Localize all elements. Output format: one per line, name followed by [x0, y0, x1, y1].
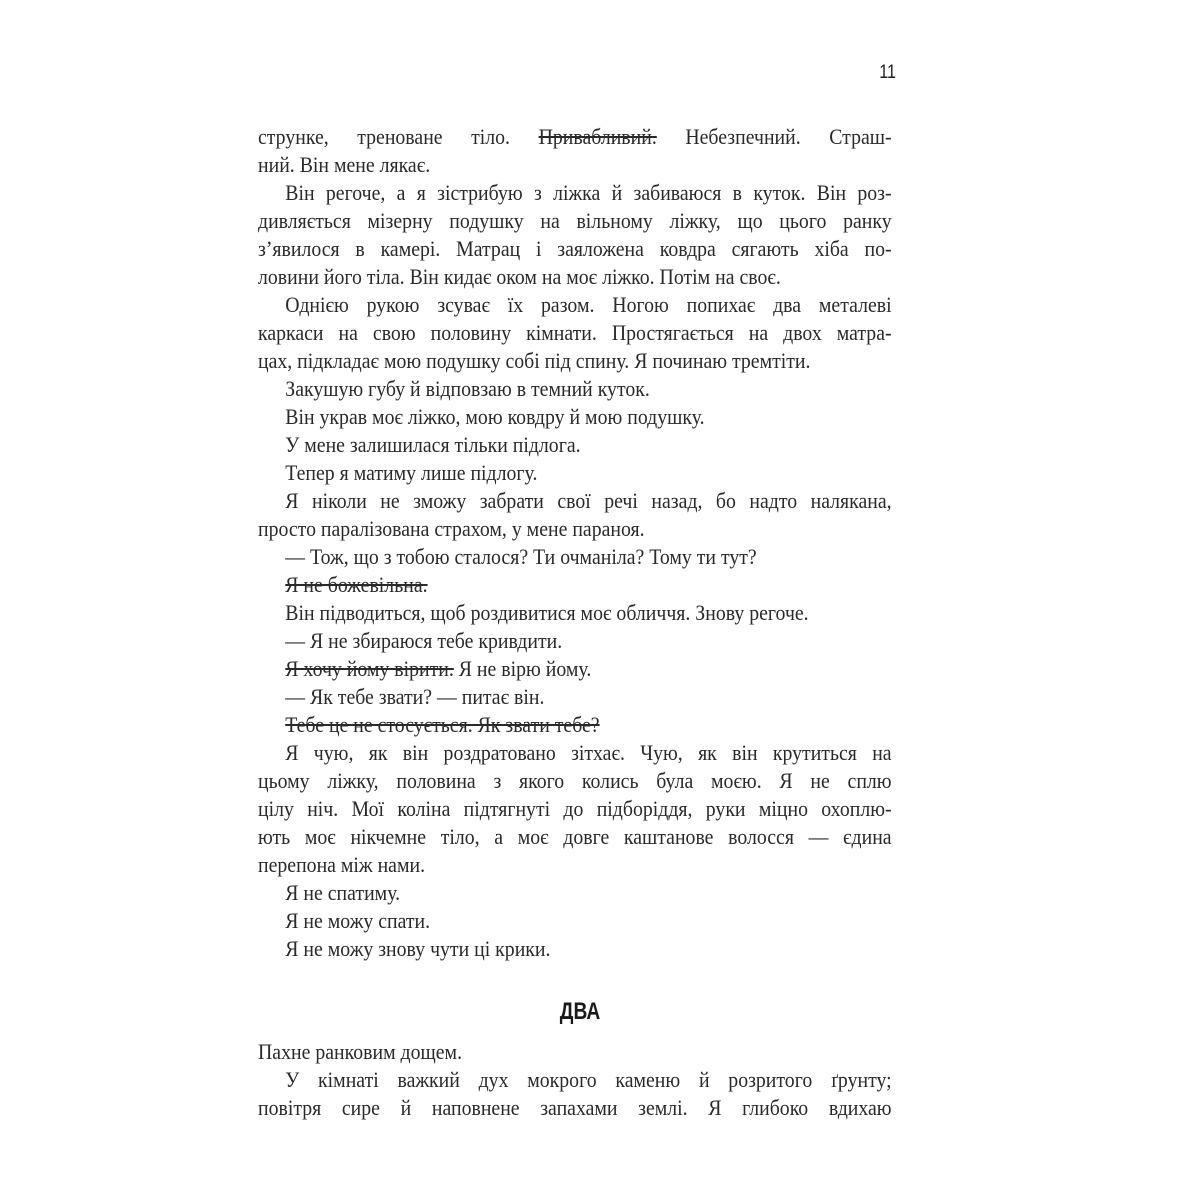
page-number: 11 [879, 62, 896, 83]
text-segment: ний. Він мене лякає. [258, 152, 431, 177]
text-line [258, 543, 892, 571]
text-line [258, 207, 892, 235]
text-line [258, 403, 892, 431]
text-segment: Закушую губу й відповзаю в темний куток. [285, 376, 650, 401]
body-text-section-2 [258, 1038, 892, 1122]
text-line [258, 711, 892, 739]
text-segment: Я не вірю йому. [453, 656, 592, 681]
text-line [258, 655, 892, 683]
text-segment: Однією рукою зсуває їх разом. Ногою попихає два металеві [285, 292, 892, 317]
text-line [258, 375, 892, 403]
text-line [258, 851, 892, 879]
text-line [258, 907, 892, 935]
text-segment: Тепер я матиму лише підлогу. [285, 460, 538, 485]
text-line [258, 347, 892, 375]
text-segment: Небезпечний. Страш- [656, 124, 892, 149]
text-segment: Я не можу знову чути ці крики. [285, 936, 551, 961]
text-line [258, 515, 892, 543]
text-line [258, 291, 892, 319]
text-line [258, 319, 892, 347]
text-line [258, 683, 892, 711]
text-segment: цах, підкладає мою подушку собі під спину. Я починаю тремтіти. [258, 348, 811, 373]
text-segment: Я не можу спати. [285, 908, 431, 933]
text-segment: — Тож, що з тобою сталося? Ти очманіла? Тому ти тут? [285, 544, 757, 569]
text-segment: Пахне ранковим дощем. [258, 1039, 463, 1064]
text-line [258, 179, 892, 207]
text-line [258, 571, 892, 599]
text-segment: Він регоче, а я зістрибую з ліжка й забиваюся в куток. Він роз- [285, 180, 892, 205]
text-segment: Я чую, як він роздратовано зітхає. Чую, як він крутиться на [285, 740, 892, 765]
text-segment: Я не спатиму. [285, 880, 401, 905]
text-segment: Я ніколи не зможу забрати свої речі назад, бо надто налякана, [285, 488, 892, 513]
text-segment: цьому ліжку, половина з якого колись була моєю. Я не сплю [258, 768, 892, 793]
text-line [258, 459, 892, 487]
text-line [258, 1066, 892, 1094]
text-segment: дивляється мізерну подушку на вільному ліжку, що цього ранку [258, 208, 892, 233]
text-segment: ють моє нікчемне тіло, а моє довге каштанове волосся — єдина [258, 824, 892, 849]
text-line [258, 935, 892, 963]
text-segment: просто паралізована страхом, у мене параноя. [258, 516, 645, 541]
text-line [258, 151, 892, 179]
body-text-section-1 [258, 123, 892, 963]
struck-text: Привабливий. [538, 124, 657, 149]
text-line [258, 823, 892, 851]
text-line [258, 1094, 892, 1122]
text-segment: струнке, треноване тіло. [258, 124, 539, 149]
chapter-heading: ДВА [559, 998, 601, 1025]
text-segment: — Як тебе звати? — питає він. [285, 684, 545, 709]
text-line [258, 739, 892, 767]
struck-text: Я не божевільна. [285, 572, 428, 597]
struck-text: Тебе це не стосується. Як звати тебе? [285, 712, 600, 737]
text-segment: — Я не збираюся тебе кривдити. [285, 628, 563, 653]
text-line [258, 767, 892, 795]
text-line [258, 431, 892, 459]
text-segment: каркаси на свою половину кімнати. Простягається на двох матра- [258, 320, 892, 345]
struck-text: Я хочу йому вірити. [285, 656, 454, 681]
text-segment: У кімнаті важкий дух мокрого каменю й розритого ґрунту; [285, 1067, 892, 1092]
text-line [258, 235, 892, 263]
text-line [258, 263, 892, 291]
text-line [258, 599, 892, 627]
text-segment: ловини його тіла. Він кидає оком на моє ліжко. Потім на своє. [258, 264, 781, 289]
text-segment: перепона між нами. [258, 852, 426, 877]
text-line [258, 627, 892, 655]
text-line [258, 795, 892, 823]
text-line [258, 487, 892, 515]
text-segment: повітря сире й наповнене запахами землі. Я глибоко вдихаю [258, 1095, 892, 1120]
text-segment: У мене залишилася тільки підлога. [285, 432, 581, 457]
text-segment: цілу ніч. Мої коліна підтягнуті до підборіддя, руки міцно охоплю- [258, 796, 892, 821]
text-segment: Він украв моє ліжко, мою ковдру й мою подушку. [285, 404, 705, 429]
text-segment: з’явилося в камері. Матрац і заяложена ковдра сягають хіба по- [258, 236, 892, 261]
text-segment: Він підводиться, щоб роздивитися моє обличчя. Знову регоче. [285, 600, 809, 625]
text-line [258, 1038, 892, 1066]
text-line [258, 879, 892, 907]
text-line [258, 123, 892, 151]
